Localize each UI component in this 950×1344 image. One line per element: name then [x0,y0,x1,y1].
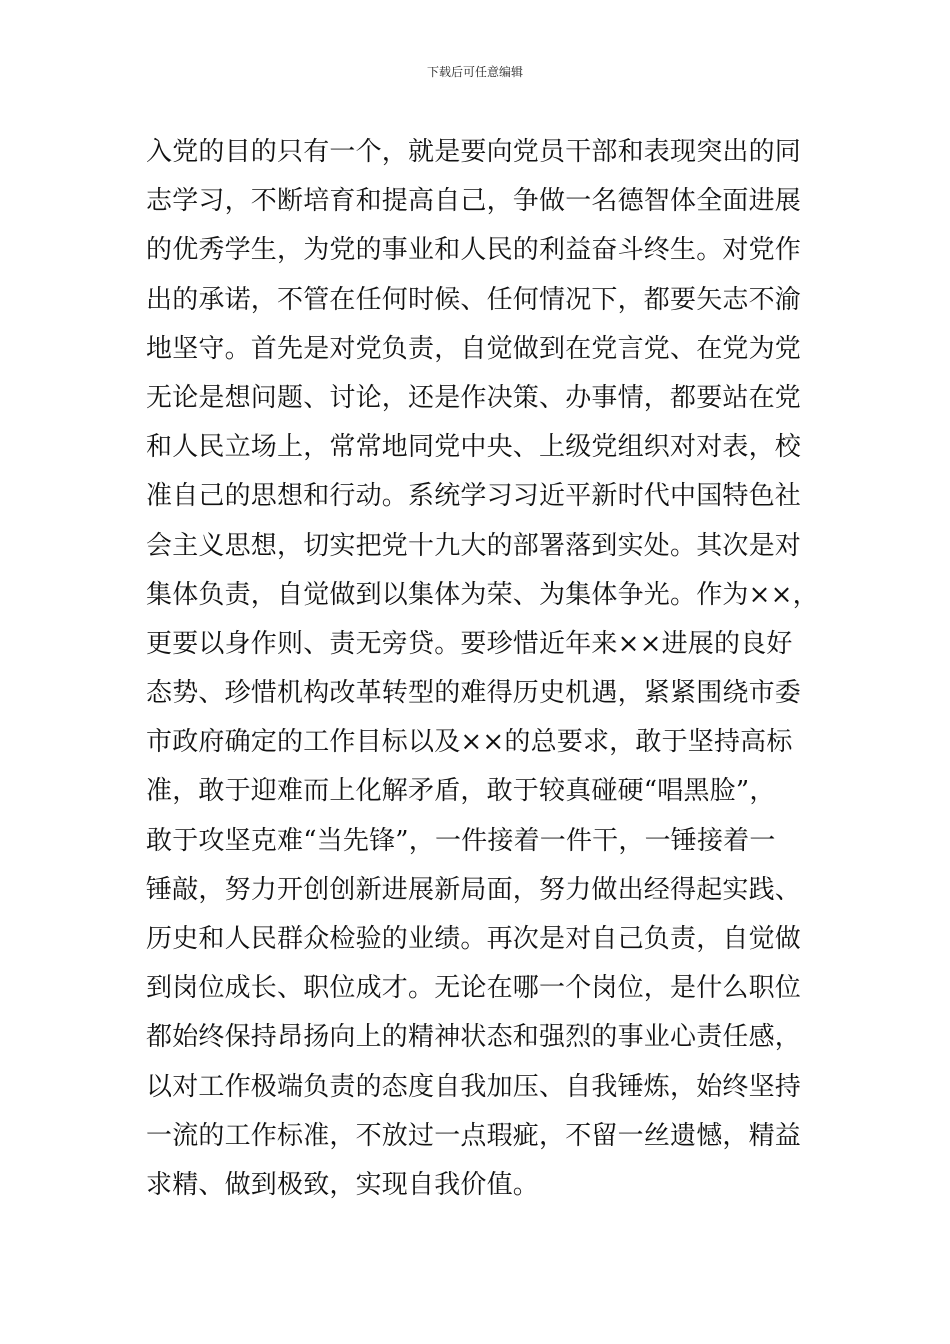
document-body [146,128,826,1210]
paragraph-line: 更要以身作则、责无旁贷。要珍惜近年来××进展的良好 [146,628,793,659]
paragraph-line: 准自己的思想和行动。系统学习习近平新时代中国特色社 [146,481,802,512]
download-note: 下载后可任意编辑 [426,65,523,79]
paragraph-line: 的优秀学生，为党的事业和人民的利益奋斗终生。对党作 [146,235,802,266]
paragraph-line: 锤敲，努力开创创新进展新局面，努力做出经得起实践、 [146,874,802,905]
paragraph-line: 到岗位成长、职位成才。无论在哪一个岗位，是什么职位 [146,973,802,1004]
paragraph-line: 会主义思想，切实把党十九大的部署落到实处。其次是对 [146,530,802,561]
paragraph-line: 出的承诺，不管在任何时候、任何情况下，都要矢志不渝 [146,284,802,315]
paragraph-line: 无论是想问题、讨论，还是作决策、办事情，都要站在党 [146,382,802,413]
paragraph-line: 市政府确定的工作目标以及××的总要求，敢于坚持高标 [146,727,793,758]
paragraph-line: 志学习，不断培育和提高自己，争做一名德智体全面进展 [146,186,802,217]
paragraph-line: 都始终保持昂扬向上的精神状态和强烈的事业心责任感， [146,1022,802,1053]
paragraph-line: 态势、珍惜机构改革转型的难得历史机遇，紧紧围绕市委 [146,678,802,709]
paragraph-line: 历史和人民群众检验的业绩。再次是对自己负责，自觉做 [146,924,802,954]
paragraph-line: 准，敢于迎难而上化解矛盾，敢于较真碰硬“唱黑脸”， [146,776,776,807]
paragraph-line: 求精、做到极致，实现自我价值。 [146,1169,540,1200]
paragraph-line: 一流的工作标准，不放过一点瑕疵，不留一丝遗憾，精益 [146,1120,802,1151]
paragraph-line: 集体负责，自觉做到以集体为荣、为集体争光。作为××， [146,579,819,610]
paragraph-line: 和人民立场上，常常地同党中央、上级党组织对对表，校 [146,432,802,463]
paragraph-line: 地坚守。首先是对党负责，自觉做到在党言党、在党为党 [146,333,802,364]
paragraph-line: 以对工作极端负责的态度自我加压、自我锤炼，始终坚持 [146,1071,802,1102]
paragraph-line: 敢于攻坚克难“当先锋”，一件接着一件干，一锤接着一 [146,825,776,856]
paragraph-line: 入党的目的只有一个，就是要向党员干部和表现突出的同 [146,137,802,167]
